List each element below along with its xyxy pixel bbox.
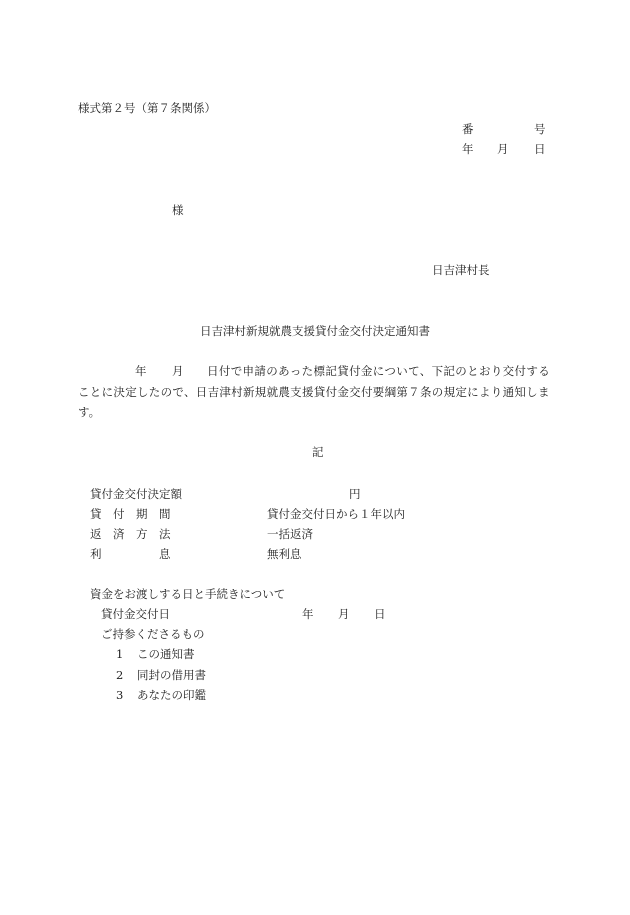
detail-value: 無利息 [267,547,302,561]
body-month: 月 [172,364,184,378]
item-text: あなたの印鑑 [137,688,206,702]
item-number: 2 [116,668,124,682]
procedure-heading: 資金をお渡しする日と手続きについて [90,587,286,601]
date-day: 日 [534,142,546,156]
item-number: 3 [116,688,124,702]
delivery-day: 日 [374,607,386,621]
detail-label: 貸 付 期 間 [90,507,171,521]
detail-value: 一括返済 [267,527,313,541]
issuer: 日吉津村長 [432,263,490,277]
item-text: 同封の借用書 [137,668,206,682]
detail-label: 貸付金交付決定額 [90,487,182,501]
number-label: 番 [462,122,474,136]
delivery-date-label: 貸付金交付日 [101,607,170,621]
body-line-2: ことに決定したので、日吉津村新規就農支援貸付金交付要綱第７条の規定により通知しま [78,385,550,399]
body-line-1: 日付で申請のあった標記貸付金について、下記のとおり交付する [207,364,551,378]
ki-heading: 記 [312,445,324,459]
date-year: 年 [462,142,474,156]
detail-value: 円 [349,487,361,501]
body-line-3: す。 [78,405,101,419]
addressee-suffix: 様 [172,203,184,217]
delivery-month: 月 [338,607,350,621]
item-text: この通知書 [137,647,195,661]
body-year: 年 [135,364,147,378]
delivery-year: 年 [302,607,314,621]
number-suffix: 号 [534,122,546,136]
detail-value: 貸付金交付日から１年以内 [267,507,405,521]
date-month: 月 [497,142,509,156]
bring-label: ご持参くださるもの [101,627,205,641]
item-number: 1 [116,647,124,661]
form-number: 様式第２号（第７条関係） [78,101,216,115]
detail-label: 返 済 方 法 [90,527,171,541]
detail-label: 利 息 [90,547,171,561]
document-title: 日吉津村新規就農支援貸付金交付決定通知書 [200,324,430,338]
